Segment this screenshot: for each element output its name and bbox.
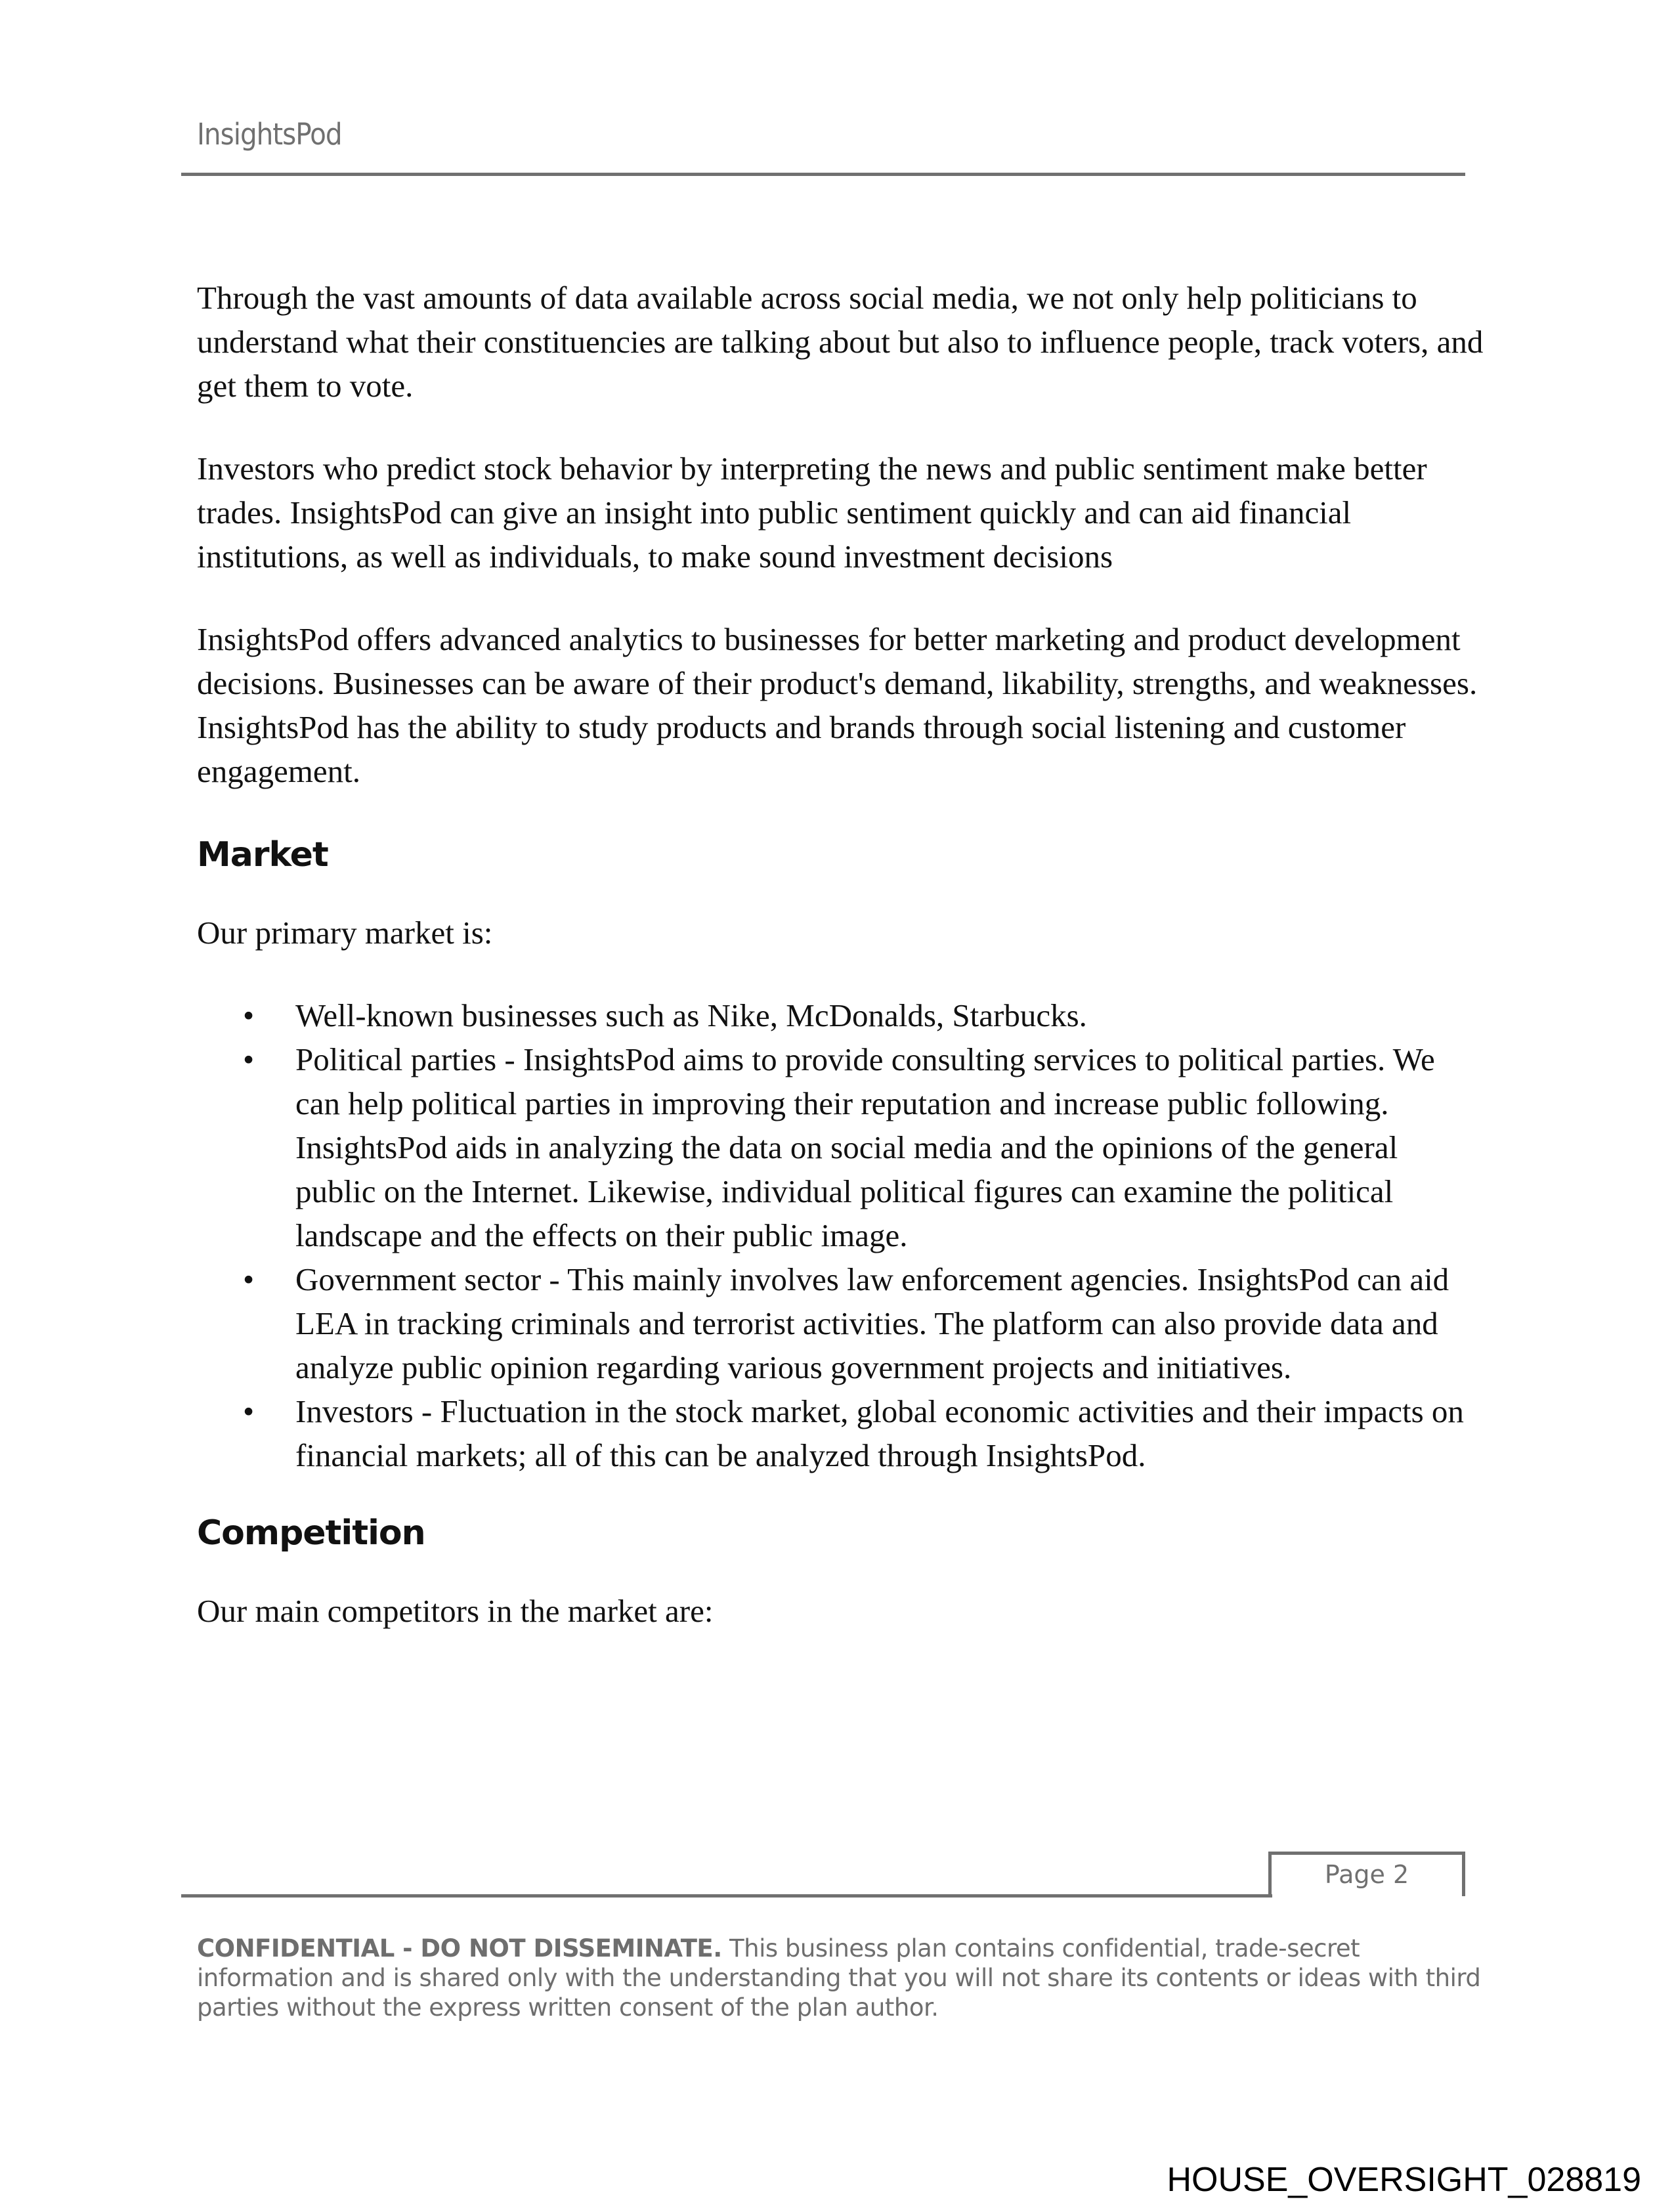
market-item-text: Political parties - InsightsPod aims to provide consulting services to political parties. We can help political parties in improving their reputation and increase public following. InsightsPod aids in analyzing the data on social media and the opinions of the general public on the Internet. Likewise, individual political figures can examine the political landscape and the effects on their public image. bbox=[295, 1041, 1435, 1253]
market-item-text: Government sector - This mainly involves law enforcement agencies. InsightsPod can aid LEA in tracking criminals and terrorist activities. The platform can also provide data and analyze public opinion regarding various government projects and initiatives. bbox=[295, 1261, 1449, 1385]
market-list-item bbox=[243, 1389, 1484, 1477]
bullet-icon: • bbox=[243, 1041, 255, 1077]
market-list-item bbox=[243, 1257, 1484, 1389]
intro-paragraph-businesses: InsightsPod offers advanced analytics to businesses for better marketing and product development decisions. Businesses can be aware of their product's demand, likability, strengths, and weaknesses. InsightsPod has the ability to study products and brands through social listening and customer engagement. bbox=[197, 621, 1478, 789]
competition-intro: Our main competitors in the market are: bbox=[197, 1593, 714, 1629]
document-header-title: InsightsPod bbox=[197, 117, 342, 152]
market-intro: Our primary market is: bbox=[197, 915, 493, 951]
market-item-text: Investors - Fluctuation in the stock market, global economic activities and their impacts on financial markets; all of this can be analyzed through InsightsPod. bbox=[295, 1393, 1464, 1473]
footer-divider bbox=[181, 1894, 1272, 1898]
bullet-icon: • bbox=[243, 997, 255, 1033]
market-item-text: Well-known businesses such as Nike, McDonalds, Starbucks. bbox=[295, 997, 1087, 1033]
header-divider bbox=[181, 173, 1465, 176]
section-heading-competition: Competition bbox=[197, 1513, 425, 1553]
bullet-icon: • bbox=[243, 1261, 255, 1297]
bates-number: HOUSE_OVERSIGHT_028819 bbox=[1167, 2161, 1641, 2199]
intro-paragraph-investors: Investors who predict stock behavior by interpreting the news and public sentiment make better trades. InsightsPod can give an insight into public sentiment quickly and can aid financial institutions, as well as individuals, to make sound investment decisions bbox=[197, 450, 1427, 575]
market-list-item bbox=[243, 993, 1484, 1037]
page-number: Page 2 bbox=[1324, 1860, 1409, 1889]
bullet-icon: • bbox=[243, 1393, 255, 1429]
page-number-tab bbox=[1268, 1852, 1465, 1896]
intro-paragraph-politicians: Through the vast amounts of data available across social media, we not only help politicians to understand what their constituencies are talking about but also to influence people, track voters, and get them to vote. bbox=[197, 280, 1484, 404]
confidentiality-label: CONFIDENTIAL - DO NOT DISSEMINATE. bbox=[197, 1934, 722, 1963]
market-list-item bbox=[243, 1037, 1484, 1257]
section-heading-market: Market bbox=[197, 835, 328, 875]
confidentiality-notice bbox=[197, 1934, 1497, 2022]
document-body bbox=[197, 276, 1484, 1672]
market-list bbox=[197, 993, 1484, 1477]
confidentiality-text: This business plan contains confidential, trade-secret information and is shared only with the understanding that you will not share its contents or ideas with third parties without the express written consent of the plan author. bbox=[197, 1934, 1481, 2022]
